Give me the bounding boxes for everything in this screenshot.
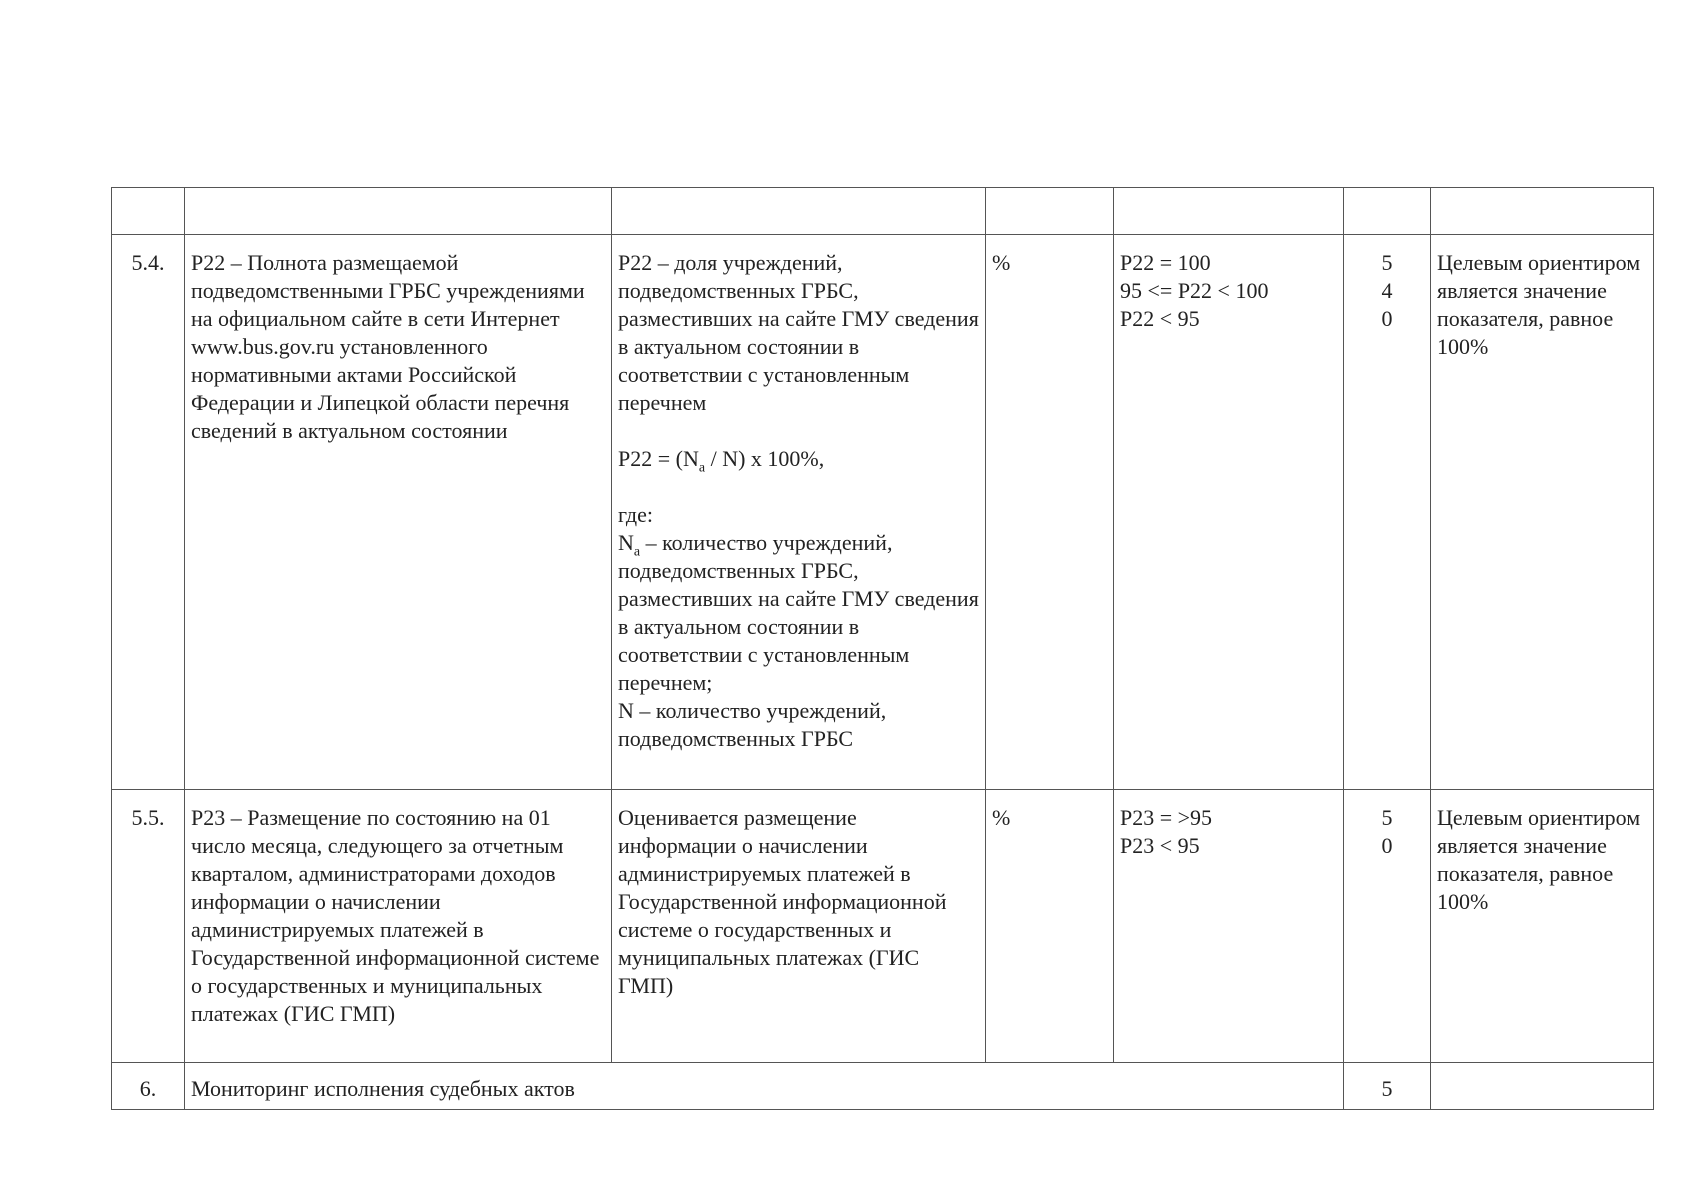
conditions: Р23 = >95 Р23 < 95 xyxy=(1114,790,1344,1063)
empty-cell xyxy=(1431,188,1654,235)
empty-cell xyxy=(185,188,612,235)
indicator-name: Р22 – Полнота размещаемой подведомственными ГРБС учреждениями на официальном сайте в сети Интернет www.bus.gov.ru установленного нормативными актами Российской Федерации и Липецкой области перечня сведений в актуальном состоянии xyxy=(185,235,612,790)
scores: 5 0 xyxy=(1344,790,1431,1063)
empty-cell xyxy=(1431,1063,1654,1110)
section-title: Мониторинг исполнения судебных актов xyxy=(185,1063,1344,1110)
table-row xyxy=(112,790,1654,1063)
formula: $Р22 = (N_a / N)$ х 100%, xyxy=(618,446,825,476)
unit: % xyxy=(986,790,1114,1063)
indicator-name: Р23 – Размещение по состоянию на 01 число месяца, следующего за отчетным кварталом, администраторами доходов информации о начислении администрируемых платежей в Государственной информационной системе о государственных и муниципальных платежах (ГИС ГМП) xyxy=(185,790,612,1063)
row-number: 6. xyxy=(112,1063,185,1110)
criteria-table xyxy=(111,187,1654,1110)
calculation-method: Оценивается размещение информации о начислении администрируемых платежей в Государственной информационной системе о государственных и муниципальных платежах (ГИС ГМП) xyxy=(612,790,986,1063)
row-number: 5.5. xyxy=(112,790,185,1063)
na-definition: $N_a$ – количество учреждений, подведомственных ГРБС, разместивших на сайте ГМУ сведения в актуальном состоянии в соответствии с установленным перечнем; xyxy=(618,530,979,695)
conditions: Р22 = 100 95 <= Р22 < 100 Р22 < 95 xyxy=(1114,235,1344,790)
empty-cell xyxy=(112,188,185,235)
calculation-method xyxy=(612,235,986,790)
scores: 5 xyxy=(1344,1063,1431,1110)
unit: % xyxy=(986,235,1114,790)
table-header-row xyxy=(112,188,1654,235)
empty-cell xyxy=(1114,188,1344,235)
scores: 5 4 0 xyxy=(1344,235,1431,790)
n-definition: N – количество учреждений, подведомственных ГРБС xyxy=(618,698,887,751)
calc-intro: Р22 – доля учреждений, подведомственных ГРБС, разместивших на сайте ГМУ сведения в актуальном состоянии в соответствии с установленным перечнем xyxy=(618,250,979,415)
empty-cell xyxy=(986,188,1114,235)
empty-cell xyxy=(1344,188,1431,235)
where-label: где: xyxy=(618,502,653,527)
empty-cell xyxy=(612,188,986,235)
table-row xyxy=(112,1063,1654,1110)
note: Целевым ориентиром является значение показателя, равное 100% xyxy=(1431,790,1654,1063)
table-row xyxy=(112,235,1654,790)
row-number: 5.4. xyxy=(112,235,185,790)
note: Целевым ориентиром является значение показателя, равное 100% xyxy=(1431,235,1654,790)
